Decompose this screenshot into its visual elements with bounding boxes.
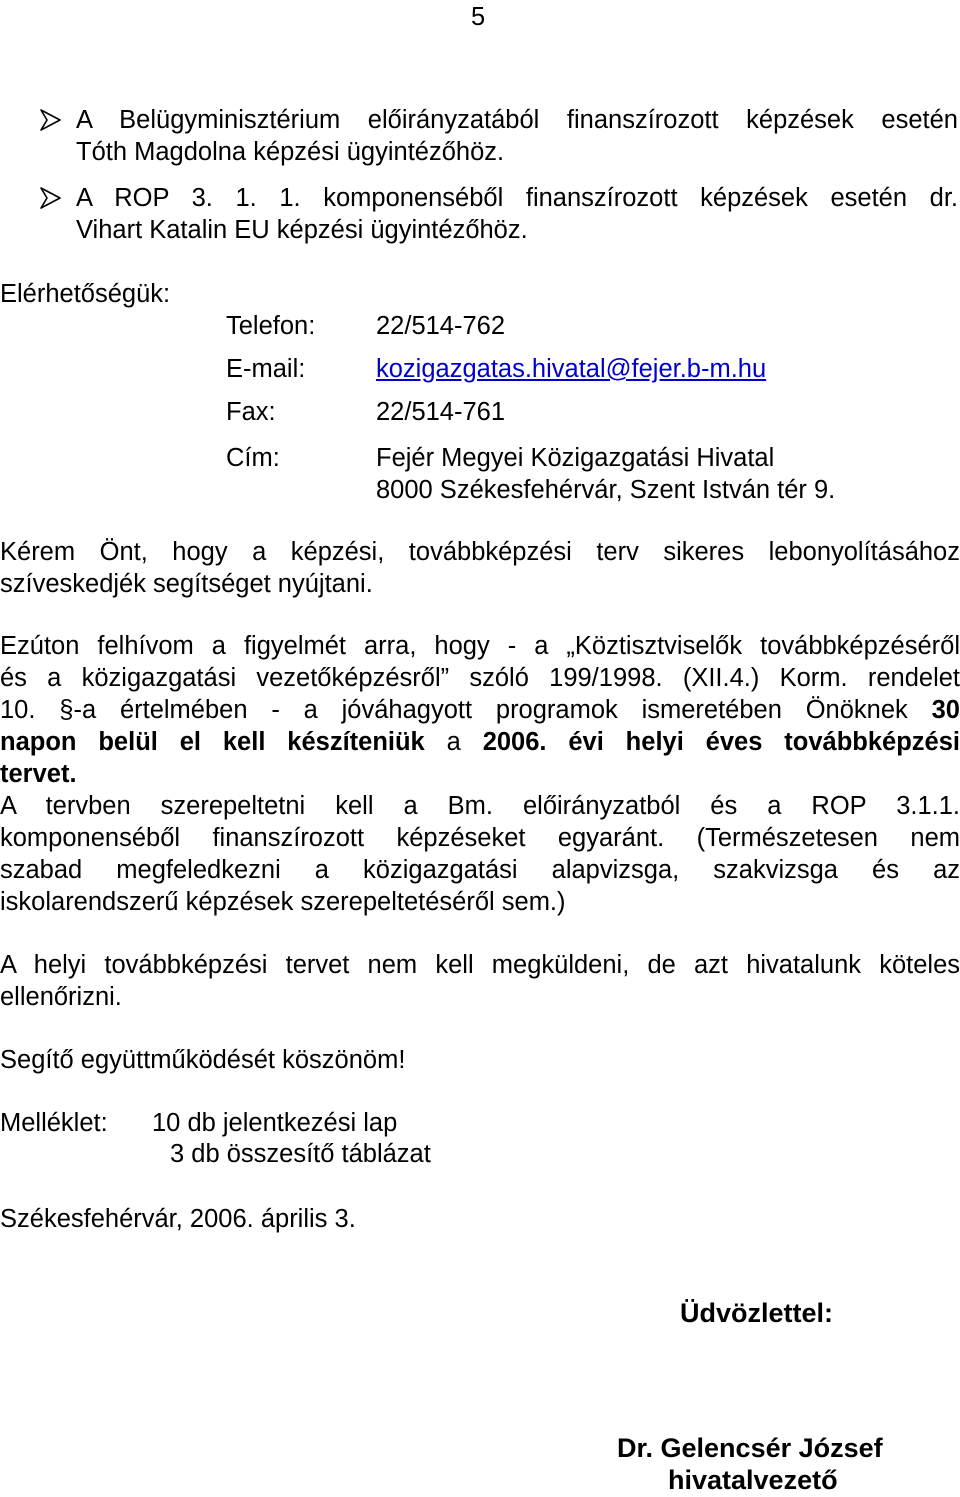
para3-line-2: ellenőrizni.: [0, 983, 122, 1011]
phone-value: 22/514-762: [376, 312, 506, 340]
bullet-2-line-2: Vihart Katalin EU képzési ügyintézőhöz.: [76, 216, 528, 244]
para2-plan-end-bold: tervet.: [0, 760, 77, 788]
para2-line-6: A tervben szerepeltetni kell a Bm. előirányzatból és a ROP 3.1.1.: [0, 792, 960, 820]
para2-line-4-text: a: [446, 728, 461, 756]
address-line-1: Fejér Megyei Közigazgatási Hivatal: [376, 444, 775, 472]
signatory-title: hivatalvezető: [668, 1465, 838, 1495]
bullet-2-line-1: A ROP 3. 1. 1. komponenséből finanszírozott képzések esetén dr.: [76, 184, 958, 212]
para2-line-9: iskolarendszerű képzések szerepeltetéséről sem.): [0, 888, 566, 916]
email-link[interactable]: kozigazgatas.hivatal@fejer.b-m.hu: [376, 355, 767, 383]
contacts-heading: Elérhetőségük:: [0, 280, 171, 308]
address-line-2: 8000 Székesfehérvár, Szent István tér 9.: [376, 476, 836, 504]
para1-line-2: szíveskedjék segítséget nyújtani.: [0, 570, 373, 598]
para2-line-5: [0, 758, 960, 790]
attachment-label: Melléklet:: [0, 1109, 108, 1137]
arrow-bullet-icon: [38, 107, 64, 133]
attachment-item-2: 3 db összesítő táblázat: [170, 1140, 431, 1168]
greeting: Üdvözlettel:: [680, 1298, 834, 1328]
fax-label: Fax:: [226, 398, 276, 426]
para2-line-4: [0, 726, 960, 758]
address-label: Cím:: [226, 444, 280, 472]
phone-label: Telefon:: [226, 312, 316, 340]
para2-line-3: [0, 694, 960, 726]
para2-line-3-bold: 30: [931, 696, 960, 724]
thanks-text: Segítő együttműködését köszönöm!: [0, 1046, 406, 1074]
signatory-name: Dr. Gelencsér József: [617, 1433, 883, 1463]
bullet-1-line-2: Tóth Magdolna képzési ügyintézőhöz.: [76, 138, 505, 166]
page-number: 5: [471, 3, 486, 31]
para2-deadline-bold: napon belül el kell készíteniük: [0, 728, 425, 756]
para2-line-8: szabad megfeledkezni a közigazgatási alapvizsga, szakvizsga és az: [0, 856, 960, 884]
para3-line-1: A helyi továbbképzési tervet nem kell megküldeni, de azt hivatalunk köteles: [0, 951, 960, 979]
para2-line-7: komponenséből finanszírozott képzéseket egyaránt. (Természetesen nem: [0, 824, 960, 852]
para1-line-1: Kérem Önt, hogy a képzési, továbbképzési terv sikeres lebonyolításához: [0, 538, 960, 566]
para2-line-3-text: 10. §-a értelmében - a jóváhagyott programok ismeretében Önöknek: [0, 696, 908, 724]
place-date: Székesfehérvár, 2006. április 3.: [0, 1205, 356, 1233]
para2-line-1: Ezúton felhívom a figyelmét arra, hogy - a „Köztisztviselők továbbképzéséről: [0, 632, 960, 660]
fax-value: 22/514-761: [376, 398, 506, 426]
para2-plan-bold: 2006. évi helyi éves továbbképzési: [482, 728, 960, 756]
email-label: E-mail:: [226, 355, 306, 383]
arrow-bullet-icon: [38, 185, 64, 211]
para2-line-2: és a közigazgatási vezetőképzésről” szóló 199/1998. (XII.4.) Korm. rendelet: [0, 664, 960, 692]
bullet-1-line-1: A Belügyminisztérium előirányzatából finanszírozott képzések esetén: [76, 106, 958, 134]
attachment-item-1: 10 db jelentkezési lap: [152, 1109, 398, 1137]
